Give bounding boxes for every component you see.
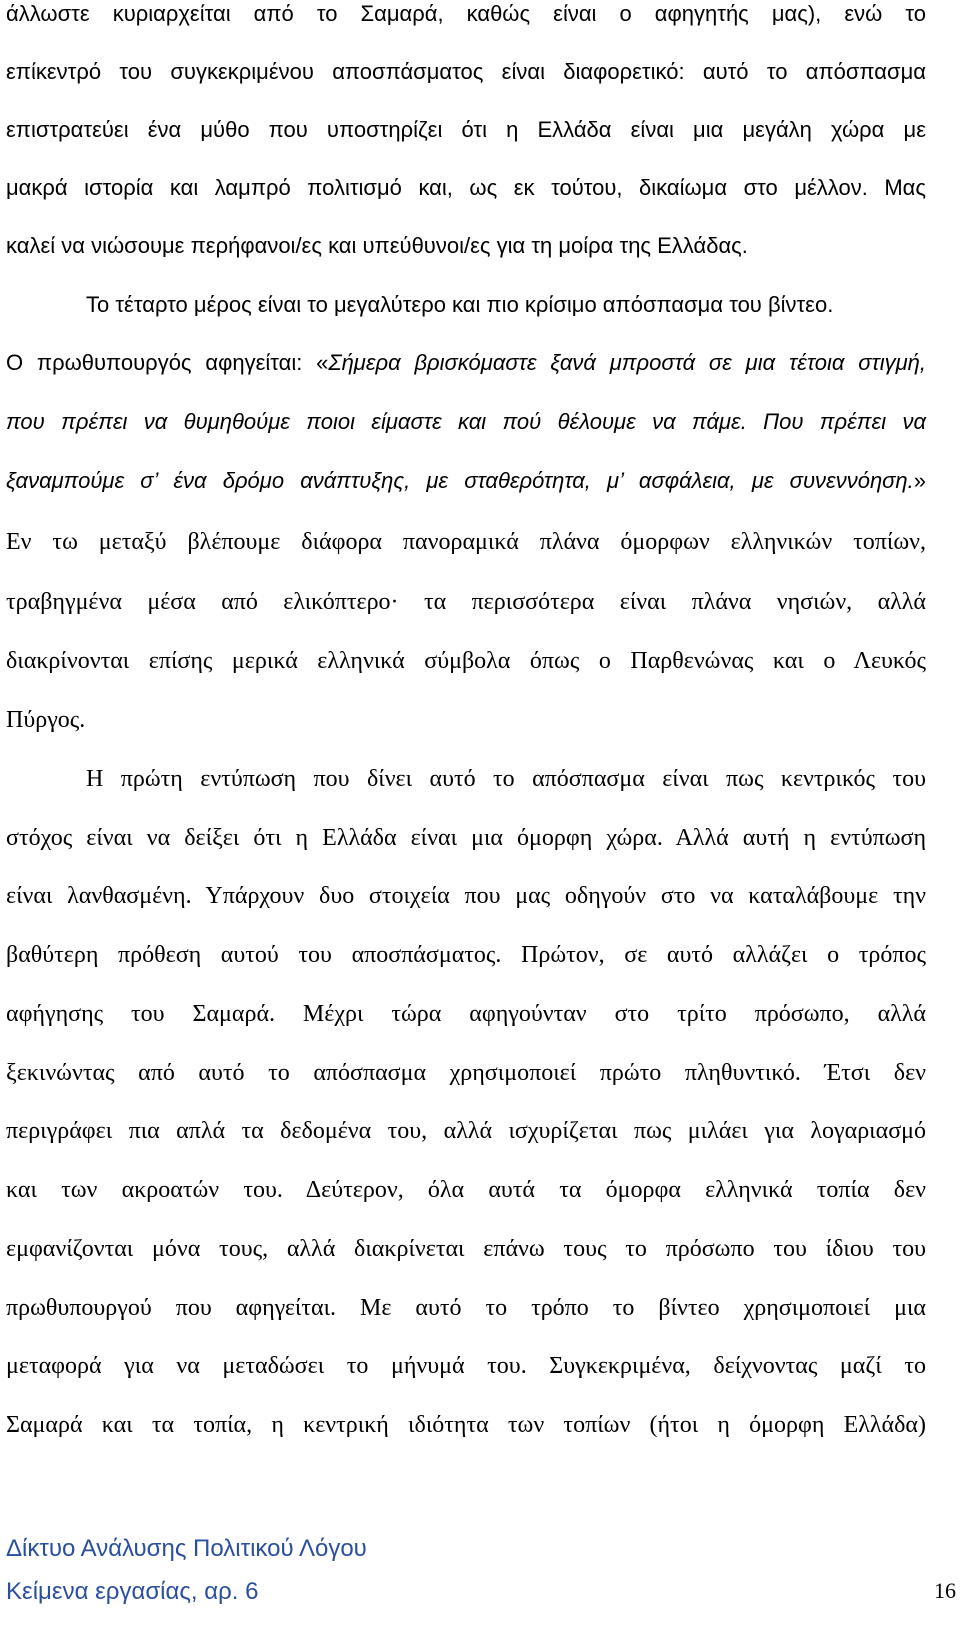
paragraph-2-line-3: [6, 408, 926, 436]
paragraph-2-line-4: [6, 467, 926, 495]
paragraph-3-line-11: μεταφορά για να μεταδώσει το μήνυμά του. Συγκεκριμένα, δείχνοντας μαζί το: [6, 1353, 926, 1379]
paragraph-3-line-1: Η πρώτη εντύπωση που δίνει αυτό το απόσπασμα είναι πως κεντρικός του: [86, 766, 926, 792]
paragraph-2-line-7: διακρίνονται επίσης μερικά ελληνικά σύμβολα όπως ο Παρθενώνας και ο Λευκός: [6, 648, 926, 674]
narration-intro: Ο πρωθυπουργός αφηγείται: «: [6, 350, 329, 375]
quote-part-2: που πρέπει να θυμηθούμε ποιοι είμαστε και πού θέλουμε να πάμε. Που πρέπει να: [6, 409, 926, 434]
paragraph-3-line-6: ξεκινώντας από αυτό το απόσπασμα χρησιμοποιεί πρώτο πληθυντικό. Έτσι δεν: [6, 1060, 926, 1086]
paragraph-3-line-7: περιγράφει πια απλά τα δεδομένα του, αλλά ισχυρίζεται πως μιλάει για λογαριασμό: [6, 1118, 926, 1144]
paragraph-1-line-3: επιστρατεύει ένα μύθο που υποστηρίζει ότι η Ελλάδα είναι μια μεγάλη χώρα με: [6, 117, 926, 142]
paragraph-2-line-1: Το τέταρτο μέρος είναι το μεγαλύτερο και πιο κρίσιμο απόσπασμα του βίντεο.: [86, 292, 834, 317]
footer-series: Κείμενα εργασίας, αρ. 6: [6, 1578, 259, 1605]
page-number: 16: [934, 1578, 956, 1603]
paragraph-3-line-8: και των ακροατών του. Δεύτερον, όλα αυτά τα όμορφα ελληνικά τοπία δεν: [6, 1177, 926, 1203]
paragraph-3-line-10: πρωθυπουργού που αφηγείται. Με αυτό το τρόπο το βίντεο χρησιμοποιεί μια: [6, 1295, 926, 1321]
quote-close: »: [913, 468, 926, 493]
paragraph-1-line-5: καλεί να νιώσουμε περήφανοι/ες και υπεύθυνοι/ες για τη μοίρα της Ελλάδας.: [6, 233, 748, 258]
paragraph-1-line-4: μακρά ιστορία και λαμπρό πολιτισμό και, ως εκ τούτου, δικαίωμα στο μέλλον. Μας: [6, 175, 926, 200]
paragraph-3-line-4: βαθύτερη πρόθεση αυτού του αποσπάσματος. Πρώτον, σε αυτό αλλάζει ο τρόπος: [6, 942, 926, 968]
paragraph-3-line-12: Σαμαρά και τα τοπία, η κεντρική ιδιότητα των τοπίων (ήτοι η όμορφη Ελλάδα): [6, 1412, 926, 1438]
paragraph-3-line-3: είναι λανθασμένη. Υπάρχουν δυο στοιχεία που μας οδηγούν στο να καταλάβουμε την: [6, 883, 926, 909]
footer-organization: Δίκτυο Ανάλυσης Πολιτικού Λόγου: [6, 1535, 367, 1562]
paragraph-2-line-5: Εν τω μεταξύ βλέπουμε διάφορα πανοραμικά πλάνα όμορφων ελληνικών τοπίων,: [6, 529, 926, 555]
paragraph-1-line-2: επίκεντρό του συγκεκριμένου αποσπάσματος είναι διαφορετικό: αυτό το απόσπασμα: [6, 59, 926, 84]
paragraph-3-line-5: αφήγησης του Σαμαρά. Μέχρι τώρα αφηγούνταν στο τρίτο πρόσωπο, αλλά: [6, 1001, 926, 1027]
paragraph-2-line-2: [6, 349, 926, 377]
paragraph-3-line-9: εμφανίζονται μόνα τους, αλλά διακρίνεται επάνω τους το πρόσωπο του ίδιου του: [6, 1236, 926, 1262]
paragraph-1-line-1: άλλωστε κυριαρχείται από το Σαμαρά, καθώς είναι ο αφηγητής μας), ενώ το: [6, 1, 926, 26]
quote-part-1: Σήμερα βρισκόμαστε ξανά μπροστά σε μια τέτοια στιγμή,: [328, 350, 926, 375]
paragraph-2-line-6: τραβηγμένα μέσα από ελικόπτερο· τα περισσότερα είναι πλάνα νησιών, αλλά: [6, 589, 926, 615]
quote-part-3: ξαναμπούμε σ’ ένα δρόμο ανάπτυξης, με σταθερότητα, μ’ ασφάλεια, με συνεννόηση.: [6, 468, 914, 493]
paragraph-2-line-8: Πύργος.: [6, 707, 86, 733]
paragraph-3-line-2: στόχος είναι να δείξει ότι η Ελλάδα είναι μια όμορφη χώρα. Αλλά αυτή η εντύπωση: [6, 825, 926, 851]
